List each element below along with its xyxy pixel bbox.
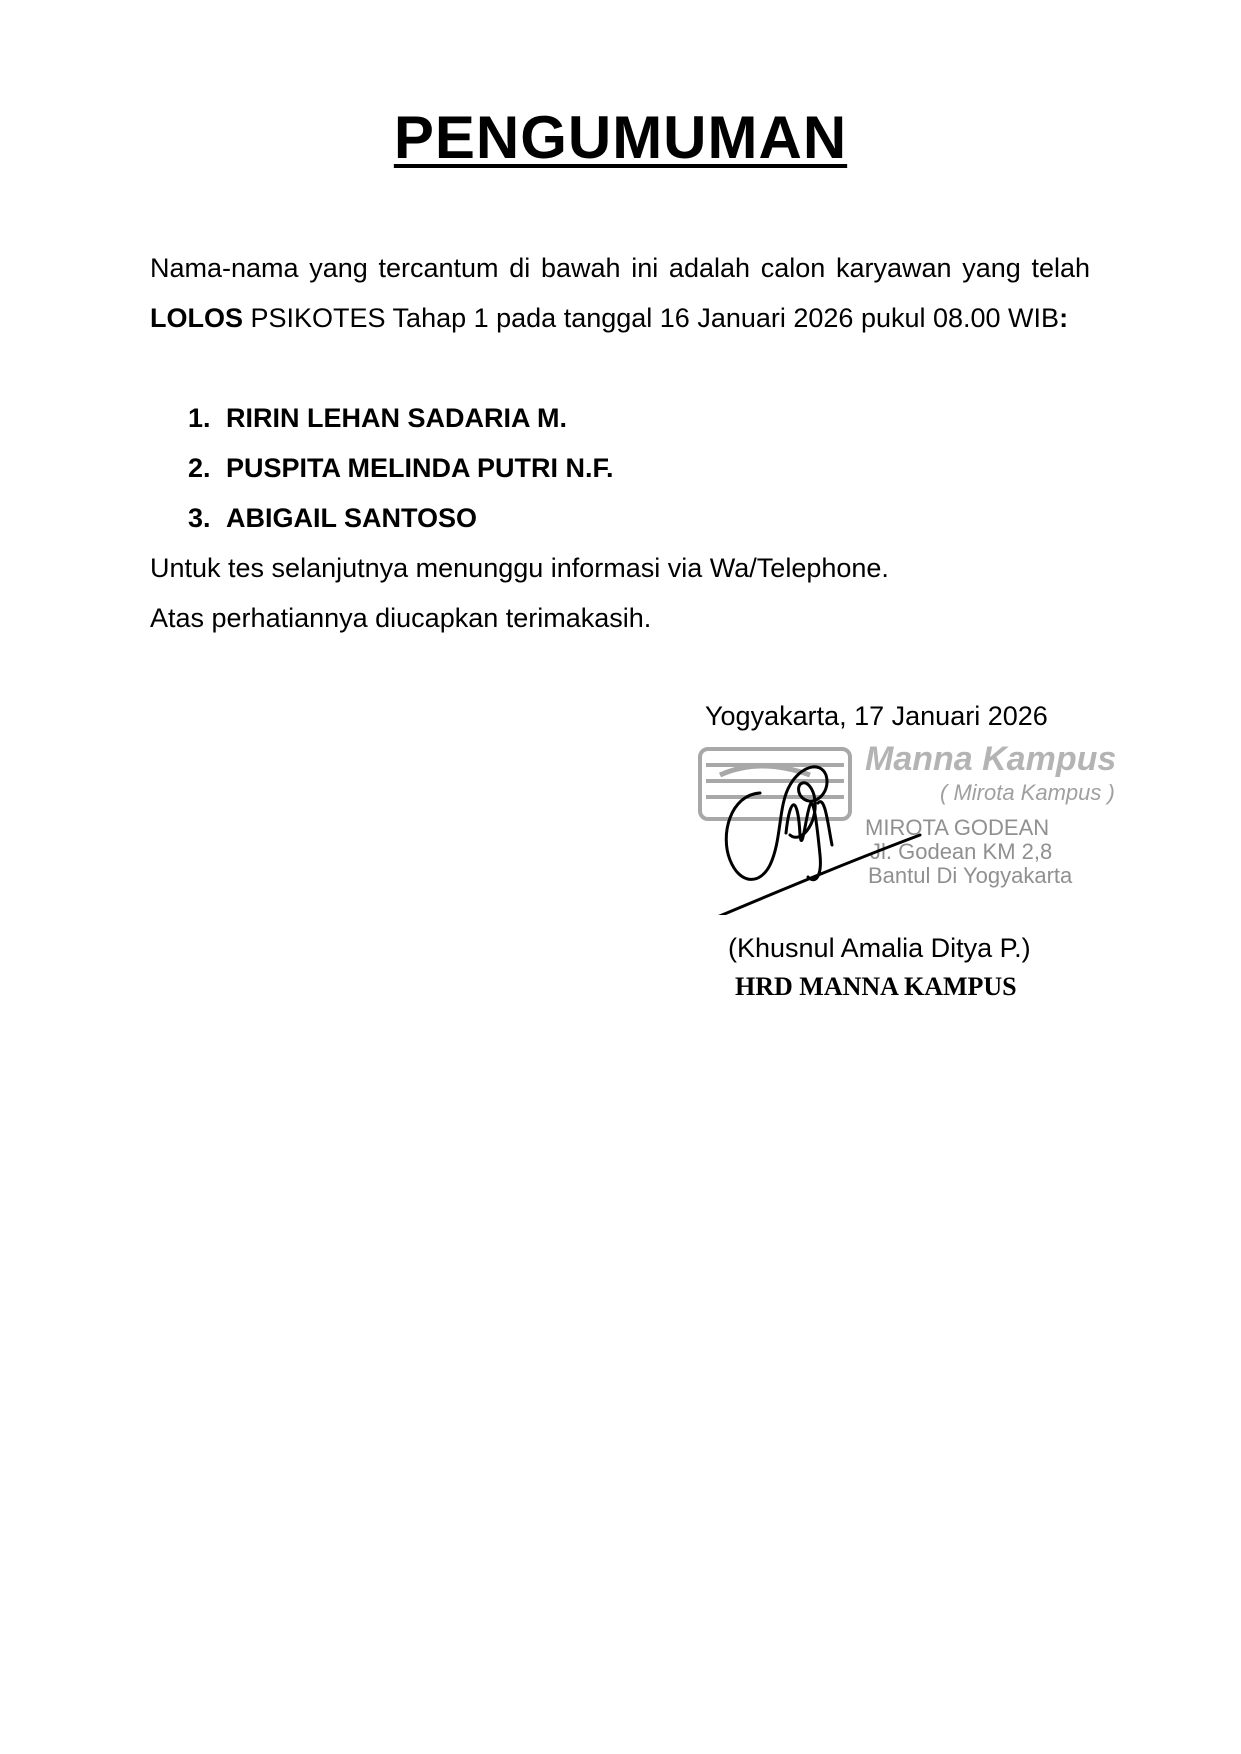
intro-text-part2: PSIKOTES Tahap 1 pada tanggal 16 Januari 2026 pukul 08.00 WIB bbox=[243, 303, 1060, 333]
intro-text-part1: Nama-nama yang tercantum di bawah ini adalah calon karyawan yang telah bbox=[150, 253, 1090, 283]
page-title bbox=[0, 104, 1241, 171]
stamp-line2: Jl. Godean KM 2,8 bbox=[870, 839, 1053, 864]
place-date: Yogyakarta, 17 Januari 2026 bbox=[705, 701, 1048, 731]
stamp-subbrand: ( Mirota Kampus ) bbox=[940, 780, 1115, 805]
candidate-list bbox=[188, 393, 614, 543]
list-item-number: 2. bbox=[188, 453, 211, 483]
list-item bbox=[188, 493, 614, 543]
stamp-line1: MIROTA GODEAN bbox=[865, 815, 1050, 840]
list-item-name: RIRIN LEHAN SADARIA M. bbox=[226, 403, 567, 433]
intro-bold-lolos: LOLOS bbox=[150, 303, 243, 333]
company-stamp-and-signature bbox=[690, 735, 1140, 915]
stamp-brand: Manna Kampus bbox=[865, 740, 1117, 778]
list-item-name: PUSPITA MELINDA PUTRI N.F. bbox=[226, 453, 614, 483]
signer-name: (Khusnul Amalia Ditya P.) bbox=[728, 933, 1031, 963]
thanks-text: Atas perhatiannya diucapkan terimakasih. bbox=[150, 603, 652, 633]
list-item-number: 3. bbox=[188, 503, 211, 533]
intro-colon: : bbox=[1059, 303, 1069, 333]
title-text: PENGUMUMAN bbox=[393, 104, 848, 171]
next-info-text: Untuk tes selanjutnya menunggu informasi via Wa/Telephone. bbox=[150, 553, 889, 583]
stamp-line3: Bantul Di Yogyakarta bbox=[868, 863, 1073, 888]
list-item bbox=[188, 443, 614, 493]
list-item-number: 1. bbox=[188, 403, 211, 433]
list-item-name: ABIGAIL SANTOSO bbox=[226, 503, 478, 533]
list-item bbox=[188, 393, 614, 443]
intro-paragraph bbox=[150, 243, 1090, 343]
signer-position: HRD MANNA KAMPUS bbox=[735, 972, 1017, 1001]
